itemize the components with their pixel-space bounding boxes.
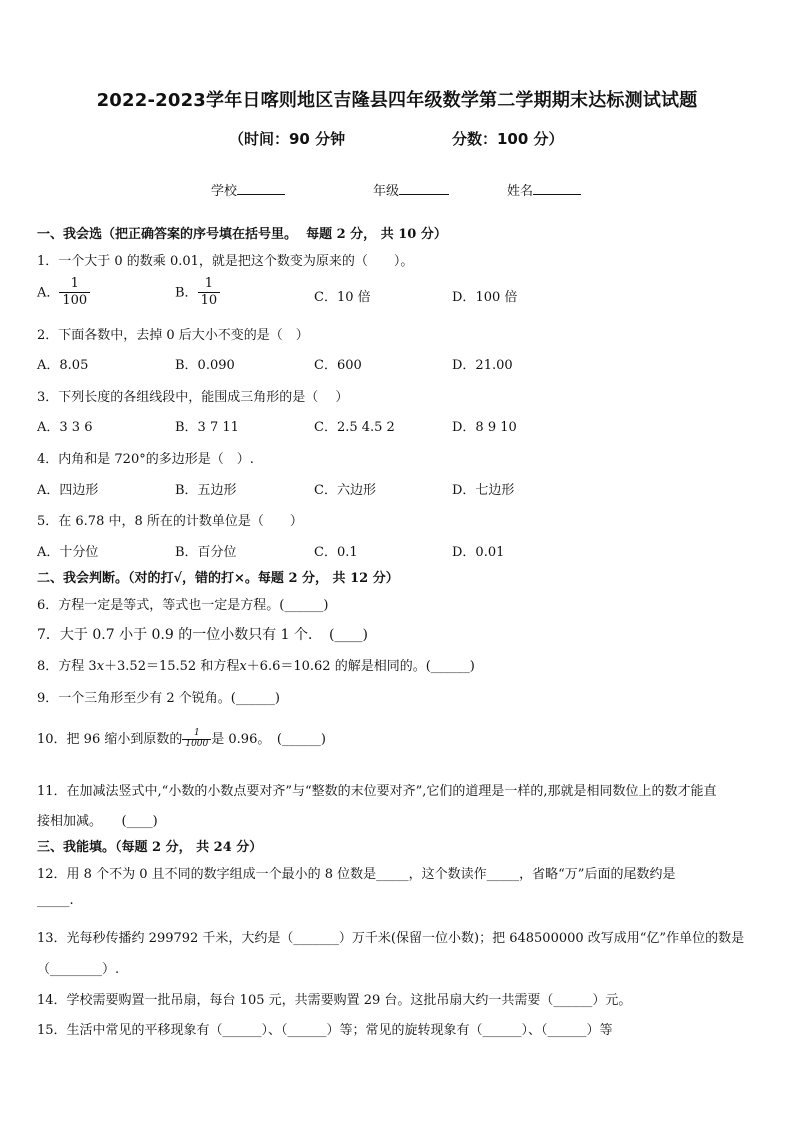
q1-option-b-letter: B． — [175, 285, 198, 301]
q1-option-d — [452, 286, 517, 305]
name-field — [507, 180, 581, 199]
q8-part-a: 8．方程 3 — [37, 659, 97, 674]
q4-option-a: A．四边形 — [37, 483, 99, 498]
question-13-line1: 13．光每秒传播约 299792 千米，大约是（_______）万千米(保留一位小数)；把 648500000 改写成用“亿”作单位的数是 — [37, 931, 745, 946]
section2-heading: 二、我会判断。（对的打√，错的打×。每题 2 分， 共 12 分） — [37, 571, 399, 586]
q1-option-b — [175, 276, 220, 310]
q8-part-b: ＋3.52＝15.52 和方程 — [104, 659, 240, 674]
q5-option-a: A．十分位 — [37, 545, 99, 560]
q1-option-d-text: 100 倍 — [475, 290, 518, 305]
q8-variable-2: x — [239, 659, 247, 674]
q1-option-b-fraction — [198, 276, 221, 310]
question-1: 1．一个大于 0 的数乘 0.01，就是把这个数变为原来的（ ）。 — [37, 254, 414, 269]
grade-field — [373, 180, 449, 199]
q4-option-b: B．五边形 — [175, 483, 237, 498]
q8-part-c: ＋6.6＝10.62 的解是相同的。(______) — [246, 659, 475, 674]
question-11-line2: 接相加减。 (____) — [37, 814, 158, 829]
q1-b-numerator: 1 — [198, 276, 221, 293]
question-15: 15．生活中常见的平移现象有（______）、（______）等；常见的旋转现象有（______）、（______）等 — [37, 1023, 613, 1038]
question-3: 3．下列长度的各组线段中，能围成三角形的是（ ） — [37, 390, 349, 405]
q2-option-a: A．8.05 — [37, 358, 89, 373]
question-7: 7．大于 0.7 小于 0.9 的一位小数只有 1 个． (____) — [37, 627, 368, 643]
q2-option-b: B．0.090 — [175, 358, 235, 373]
q3-option-d: D．8 9 10 — [452, 420, 517, 435]
question-11-line1: 11．在加减法竖式中,“小数的小数点要对齐”与“整数的末位要对齐”,它们的道理是一样的,那就是相同数位上的数才能直 — [37, 784, 717, 799]
q10-fraction — [182, 729, 211, 750]
q10-part-b: 是 0.96。 (______) — [211, 732, 326, 747]
time-label: （时间：90 分钟 — [229, 130, 346, 148]
q10-numerator: 1 — [182, 729, 211, 740]
q5-option-b: B．百分位 — [175, 545, 237, 560]
score-label: 分数：100 分） — [452, 130, 564, 148]
section1-meta: 每题 2 分， 共 10 分） — [306, 227, 447, 242]
question-2: 2．下面各数中，去掉 0 后大小不变的是（ ） — [37, 328, 309, 343]
q10-part-a: 10．把 96 缩小到原数的 — [37, 732, 183, 747]
q1-a-numerator: 1 — [59, 276, 90, 293]
school-blank — [237, 181, 285, 195]
q2-option-c: C．600 — [314, 358, 362, 373]
question-6: 6．方程一定是等式，等式也一定是方程。(______) — [37, 598, 329, 613]
q3-option-a: A．3 3 6 — [37, 420, 93, 435]
question-14: 14．学校需要购置一批吊扇，每台 105 元，共需要购置 29 台。这批吊扇大约一共需要（______）元。 — [37, 993, 632, 1008]
q1-option-a-letter: A． — [37, 285, 60, 301]
q1-option-a-fraction — [59, 276, 90, 310]
school-label: 学校 — [211, 184, 238, 199]
q3-option-c: C．2.5 4.5 2 — [314, 420, 395, 435]
q10-denominator: 1000 — [185, 739, 209, 749]
q1-b-denominator: 10 — [200, 293, 218, 309]
name-label: 姓名 — [507, 184, 534, 199]
section3-heading: 三、我能填。（每题 2 分， 共 24 分） — [37, 840, 263, 855]
question-8 — [37, 655, 475, 674]
q3-option-b: B．3 7 11 — [175, 420, 239, 435]
q5-option-c: C．0.1 — [314, 545, 358, 560]
q4-option-d: D．七边形 — [452, 483, 515, 498]
question-12-line1: 12．用 8 个不为 0 且不同的数字组成一个最小的 8 位数是_____，这个数读作_____，省略“万”后面的尾数约是 — [37, 867, 676, 882]
question-5: 5．在 6.78 中，8 所在的计数单位是（ ） — [37, 514, 303, 529]
q4-option-c: C．六边形 — [314, 483, 376, 498]
q1-a-denominator: 100 — [62, 293, 88, 309]
q2-option-d: D．21.00 — [452, 358, 513, 373]
q1-option-c-letter: C． — [314, 290, 337, 305]
school-field — [211, 180, 285, 199]
q1-option-d-letter: D． — [452, 290, 476, 305]
q1-option-a — [37, 276, 90, 310]
grade-label: 年级 — [373, 184, 400, 199]
name-blank — [533, 181, 581, 195]
question-13-line2: （________）. — [37, 962, 120, 977]
question-12-line2: _____. — [37, 893, 74, 908]
question-9: 9．一个三角形至少有 2 个锐角。(______) — [37, 691, 280, 706]
section1-heading — [37, 223, 447, 242]
section1-heading-text: 一、我会选（把正确答案的序号填在括号里。 — [37, 227, 298, 242]
grade-blank — [399, 181, 449, 195]
question-4: 4．内角和是 720°的多边形是（ ）. — [37, 452, 254, 467]
question-10 — [37, 728, 326, 750]
page-title: 2022-2023学年日喀则地区吉隆县四年级数学第二学期期末达标测试试题 — [96, 90, 698, 111]
q1-option-c — [314, 286, 371, 305]
q5-option-d: D．0.01 — [452, 545, 505, 560]
q8-variable-1: x — [96, 659, 105, 674]
q1-option-c-text: 10 倍 — [336, 290, 371, 305]
